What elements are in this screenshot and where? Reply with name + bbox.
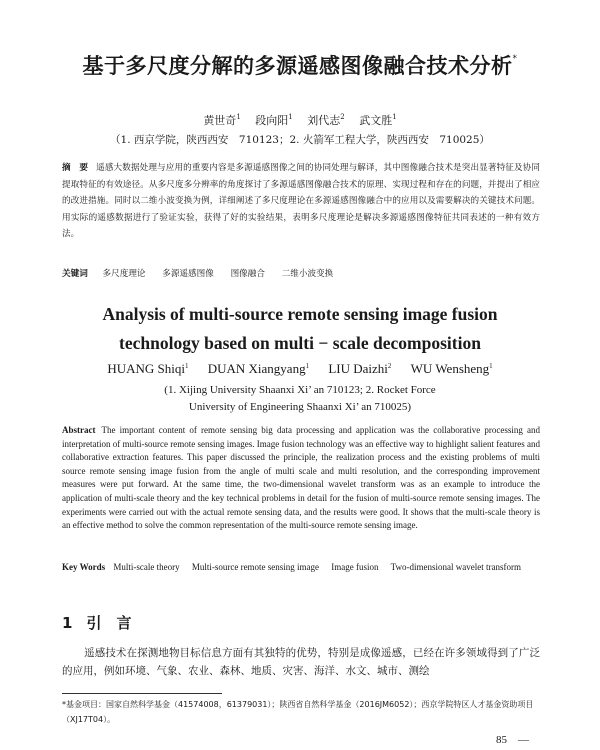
author-cn: 刘代志$^2$ — [307, 113, 345, 127]
chinese-affiliation: （1. 西京学院，陕西西安 710123；2. 火箭军工程大学，陕西西安 710025） — [110, 134, 490, 146]
english-title-line: Analysis of multi-source remote sensing image fusion — [102, 304, 498, 324]
chinese-authors — [0, 112, 600, 128]
title-footnote-mark: * — [512, 54, 518, 64]
english-abstract — [62, 424, 540, 533]
keyword-cn: 多源遥感图像 — [162, 269, 214, 279]
section-title: 引 言 — [86, 614, 132, 632]
english-affiliation: (1. Xijing University Shaanxi Xi’ an 710123; 2. Rocket Force University of Engineering Shaanxi Xi’ an 710025) — [164, 384, 436, 413]
keyword-cn: 图像融合 — [230, 269, 265, 279]
keyword-en: Multi-scale theory — [113, 562, 180, 572]
funding-footnote: *基金项目：国家自然科学基金（41574008，61379031）；陕西省自然科学基金（2016JM6052）；西京学院特区人才基金资助项目（XJ17T04）。 — [62, 700, 534, 724]
author-en: WU Wensheng$^1$ — [410, 361, 493, 376]
author-en: LIU Daizhi$^2$ — [328, 361, 392, 376]
author-en: DUAN Xiangyang$^1$ — [207, 361, 310, 376]
keyword-cn: 二维小波变换 — [281, 269, 334, 279]
chinese-keywords-label: 关键词 — [62, 269, 88, 279]
english-keywords-label: Key Words — [62, 562, 106, 572]
page-number: 85 — — [496, 734, 529, 746]
body-paragraph-text: 遥感技术在探测地物目标信息方面有其独特的优势，特别是成像遥感，已经在许多领域得到了广泛的应用，例如环境、气象、农业、森林、地质、灾害、海洋、水文、城市、测绘 — [62, 647, 540, 677]
section-number: 1 — [62, 614, 73, 632]
chinese-abstract-label: 摘 要 — [62, 163, 89, 173]
section-heading — [62, 612, 131, 633]
chinese-title-text: 基于多尺度分解的多源遥感图像融合技术分析 — [82, 54, 513, 78]
footnote-divider — [62, 693, 222, 694]
english-title-line: technology based on multi − scale decomposition — [119, 333, 481, 353]
english-keywords — [62, 560, 540, 574]
english-abstract-text: The important content of remote sensing big data processing and application was the collaborative processing and interpretation of multi-source remote sensing images. Image fusion technology was an effective way to highlight salient features and collaborative extraction features. This paper discussed the principle, the realization process and the existing problems of multi source remote sensing image fusion from the angle of multi scale and multi resolution, and the corresponding improvement measures were put forward. At the same time, the two-dimensional wavelet transform was as an example to introduce the application of multi-scale theory and the key technical problems in detail for the fusion of multi-source remote sensing images. The experiments were carried out with the actual remote sensing data, and the results were good. It shows that the multi-scale theory is an effective method to solve the common representation of the multi-source remote sensing image. — [62, 425, 540, 531]
keyword-cn: 多尺度理论 — [102, 269, 146, 279]
english-title — [0, 300, 600, 358]
english-authors — [0, 361, 600, 377]
chinese-title — [0, 50, 600, 80]
english-abstract-label: Abstract — [62, 425, 96, 435]
author-cn: 段向阳$^1$ — [255, 113, 293, 127]
keyword-en: Image fusion — [331, 562, 379, 572]
author-cn: 武文胜$^1$ — [359, 113, 397, 127]
author-en: HUANG Shiqi$^1$ — [107, 361, 189, 376]
chinese-abstract — [62, 160, 540, 243]
keyword-en: Multi-source remote sensing image — [191, 562, 320, 572]
chinese-abstract-text: 遥感大数据处理与应用的重要内容是多源遥感图像之间的协同处理与解译，其中图像融合技术是突出显著特征及协同提取特征的有效途径。从多尺度多分辨率的角度探讨了多源遥感图像融合技术的原理、实现过程和存在的问题，并提出了相应的改进措施。同时以二维小波变换为例，详细阐述了多尺度理论在多源遥感图像融合中的应用以及需要解决的关键技术问题。用实际的遥感数据进行了验证实验，获得了好的实验结果，表明多尺度理论是解决多源遥感图像特征共同表述的一种有效方法。 — [62, 163, 540, 239]
body-paragraph — [62, 644, 540, 680]
keyword-en: Two-dimensional wavelet transform — [390, 562, 521, 572]
author-cn: 黄世奇$^1$ — [203, 113, 241, 127]
chinese-keywords — [62, 267, 540, 279]
